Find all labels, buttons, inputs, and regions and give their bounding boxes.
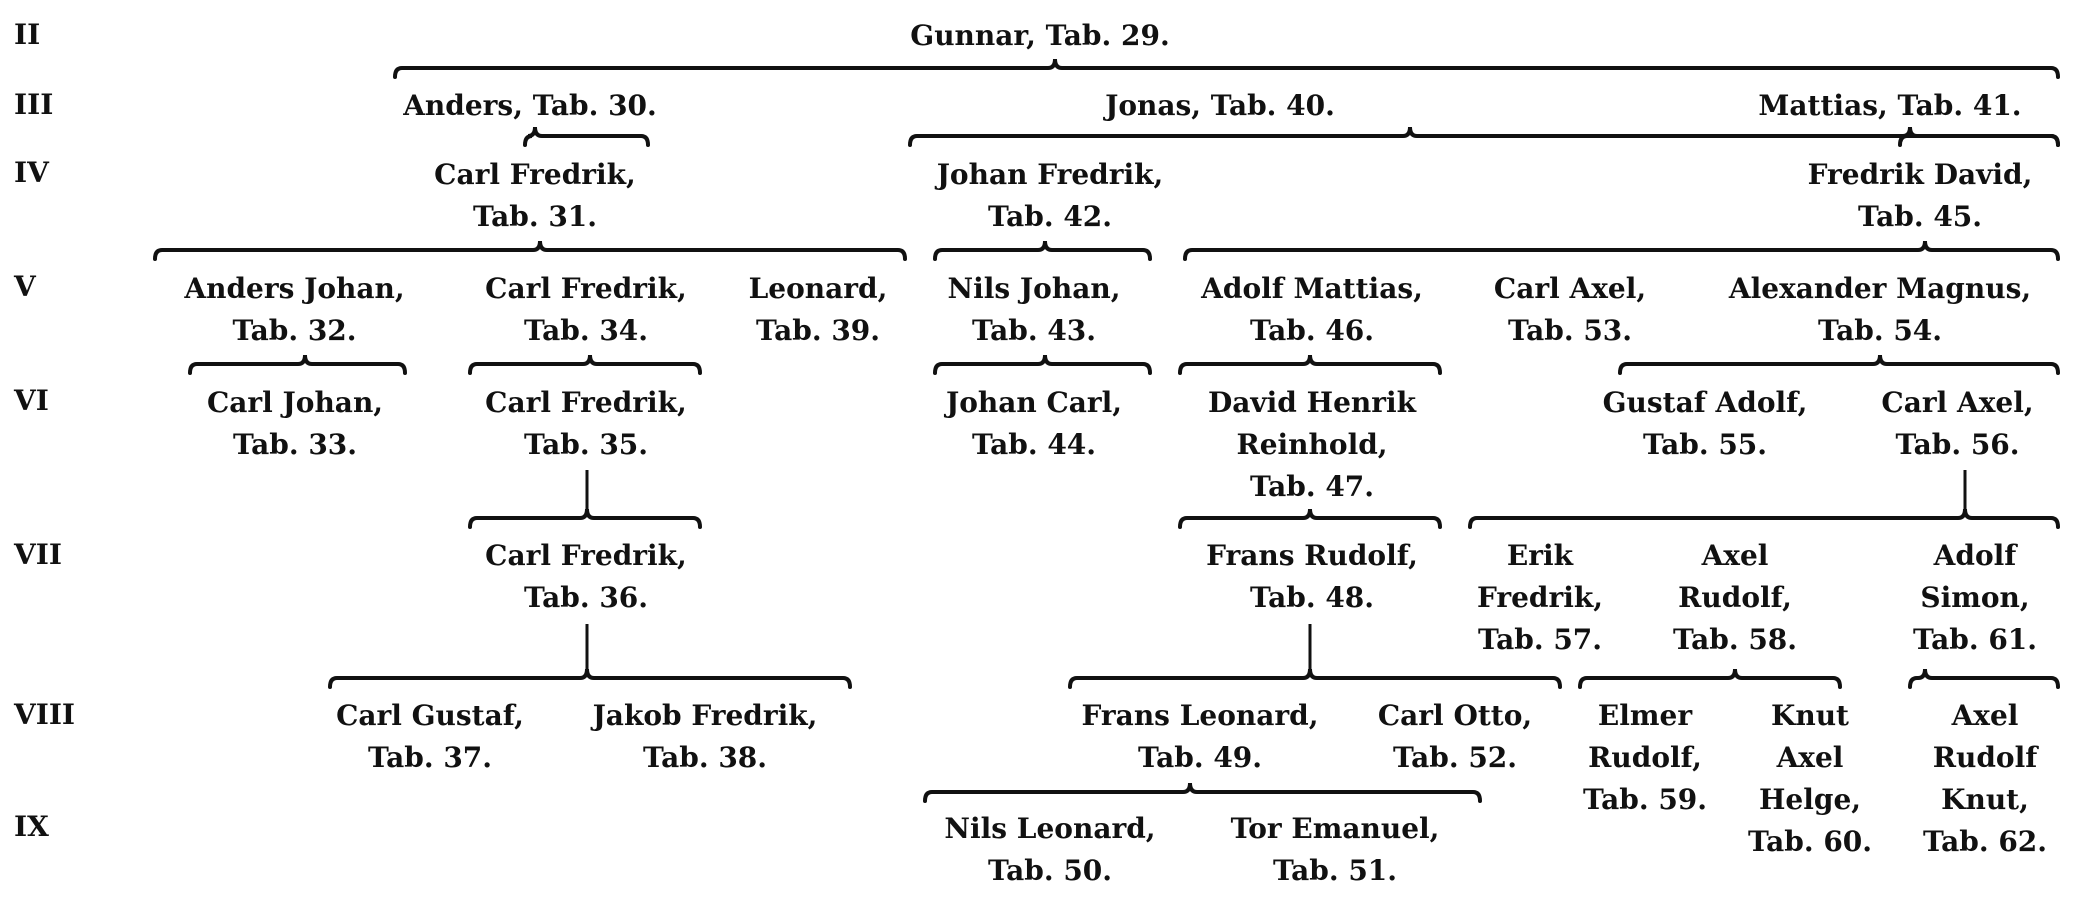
person-tab-57 — [1455, 535, 1625, 661]
person-line: Erik — [1506, 539, 1574, 572]
person-line: Tab. 43. — [971, 314, 1097, 347]
person-line: Tab. 45. — [1857, 200, 1983, 233]
brace-tab-41 — [1900, 127, 2058, 145]
person-line: Tab. 50. — [987, 854, 1113, 887]
person-tab-49 — [1050, 695, 1350, 779]
generation-label-ii: II — [14, 18, 41, 51]
person-tab-31 — [395, 154, 675, 238]
person-line: Tab. 61. — [1912, 623, 2038, 656]
generation-label-vi: VI — [14, 384, 49, 417]
brace-tab-36 — [330, 669, 850, 687]
person-line: Knut — [1771, 699, 1849, 732]
person-line: Tab. 31. — [472, 200, 598, 233]
person-tab-33 — [165, 382, 425, 466]
person-line: Johan Fredrik, — [936, 158, 1164, 191]
person-tab-35 — [456, 382, 716, 466]
brace-tab-61 — [1910, 669, 2058, 687]
person-tab-59 — [1565, 695, 1725, 821]
person-tab-53 — [1450, 268, 1690, 352]
person-line: Tab. 38. — [642, 741, 768, 774]
person-line: Carl Fredrik, — [485, 539, 687, 572]
generation-label-ix: IX — [14, 810, 49, 843]
person-line: Tab. 44. — [971, 428, 1097, 461]
person-line: Tab. 46. — [1249, 314, 1375, 347]
person-line: Tab. 36. — [523, 581, 649, 614]
person-line: Nils Johan, — [947, 272, 1121, 305]
person-line: Tab. 59. — [1582, 783, 1708, 816]
person-line: Fredrik David, — [1807, 158, 2033, 191]
person-line: Simon, — [1920, 581, 2030, 614]
person-line: Tab. 58. — [1672, 623, 1798, 656]
person-line: Carl Gustaf, — [336, 699, 524, 732]
person-line: Tab. 42. — [987, 200, 1113, 233]
person-tab-51 — [1195, 808, 1475, 892]
person-line: Carl Axel, — [1493, 272, 1647, 305]
person-tab-48 — [1162, 535, 1462, 619]
person-line: Tab. 47. — [1249, 470, 1375, 503]
person-line: Gustaf Adolf, — [1602, 386, 1808, 419]
person-tab-60 — [1730, 695, 1890, 863]
brace-tab-31 — [155, 241, 905, 259]
person-line: Tab. 37. — [367, 741, 493, 774]
brace-tab-47 — [1180, 509, 1440, 527]
brace-tab-30 — [525, 127, 648, 145]
person-line: Nils Leonard, — [944, 812, 1156, 845]
person-tab-36 — [456, 535, 716, 619]
person-line: Carl Fredrik, — [485, 272, 687, 305]
person-line: Carl Johan, — [206, 386, 384, 419]
person-tab-34 — [456, 268, 716, 352]
person-line: Axel — [1776, 741, 1844, 774]
person-tab-39 — [728, 268, 908, 352]
person-line: Tab. 53. — [1507, 314, 1633, 347]
person-line: Helge, — [1758, 783, 1862, 816]
person-line: Tab. 57. — [1477, 623, 1603, 656]
person-line: Tab. 51. — [1272, 854, 1398, 887]
brace-tab-43 — [935, 355, 1150, 373]
person-line: Tab. 39. — [755, 314, 881, 347]
person-line: Gunnar, Tab. 29. — [910, 19, 1170, 52]
person-tab-37 — [310, 695, 550, 779]
person-line: Axel — [1951, 699, 2019, 732]
generation-label-iv: IV — [14, 156, 49, 189]
brace-tab-40 — [910, 127, 2058, 145]
person-line: Tab. 49. — [1137, 741, 1263, 774]
person-line: Frans Rudolf, — [1206, 539, 1418, 572]
person-line: Tab. 48. — [1249, 581, 1375, 614]
brace-tab-32 — [190, 355, 405, 373]
brace-tab-34 — [470, 355, 700, 373]
person-tab-32 — [142, 268, 447, 352]
brace-tab-29 — [395, 59, 2058, 77]
person-line: Reinhold, — [1236, 428, 1388, 461]
person-line: Alexander Magnus, — [1728, 272, 2032, 305]
person-line: David Henrik — [1207, 386, 1417, 419]
generation-label-viii: VIII — [14, 698, 76, 731]
person-tab-47 — [1162, 382, 1462, 508]
person-tab-30 — [360, 85, 700, 127]
person-line: Tab. 32. — [232, 314, 357, 347]
person-tab-52 — [1345, 695, 1565, 779]
person-tab-50 — [910, 808, 1190, 892]
person-tab-46 — [1162, 268, 1462, 352]
person-line: Jonas, Tab. 40. — [1105, 89, 1335, 122]
person-tab-44 — [914, 382, 1154, 466]
person-line: Anders Johan, — [184, 272, 405, 305]
brace-tab-42 — [935, 241, 1150, 259]
person-tab-55 — [1560, 382, 1850, 466]
person-line: Rudolf, — [1678, 581, 1792, 614]
brace-tab-46 — [1180, 355, 1440, 373]
person-tab-56 — [1845, 382, 2070, 466]
person-line: Knut, — [1941, 783, 2029, 816]
brace-tab-56 — [1470, 509, 2058, 527]
person-line: Anders, Tab. 30. — [403, 89, 657, 122]
person-line: Tab. 55. — [1642, 428, 1768, 461]
brace-tab-45 — [1185, 241, 2058, 259]
person-line: Johan Carl, — [945, 386, 1123, 419]
person-line: Adolf Mattias, — [1201, 272, 1423, 305]
person-line: Tab. 33. — [232, 428, 358, 461]
person-line: Frans Leonard, — [1081, 699, 1319, 732]
person-line: Mattias, Tab. 41. — [1758, 89, 2022, 122]
person-line: Tab. 34. — [523, 314, 649, 347]
brace-tab-58 — [1580, 669, 1840, 687]
person-tab-40 — [1050, 85, 1390, 127]
person-tab-29 — [870, 15, 1210, 57]
person-tab-42 — [900, 154, 1200, 238]
person-line: Tab. 52. — [1392, 741, 1518, 774]
brace-tab-35 — [470, 509, 700, 527]
person-line: Axel — [1701, 539, 1769, 572]
person-tab-41 — [1715, 85, 2065, 127]
person-line: Carl Fredrik, — [485, 386, 687, 419]
person-line: Tab. 60. — [1747, 825, 1873, 858]
person-tab-62 — [1900, 695, 2070, 863]
person-line: Tab. 54. — [1817, 314, 1943, 347]
person-line: Carl Axel, — [1881, 386, 2034, 419]
person-tab-58 — [1650, 535, 1820, 661]
person-line: Tab. 56. — [1895, 428, 2020, 461]
person-line: Tab. 35. — [523, 428, 649, 461]
person-line: Carl Otto, — [1377, 699, 1533, 732]
person-tab-45 — [1770, 154, 2070, 238]
generation-label-iii: III — [14, 88, 54, 121]
brace-tab-54 — [1620, 355, 2058, 373]
person-line: Rudolf — [1932, 741, 2038, 774]
brace-tab-49 — [925, 783, 1480, 801]
person-line: Jakob Fredrik, — [592, 699, 818, 732]
person-line: Leonard, — [748, 272, 888, 305]
person-tab-54 — [1690, 268, 2070, 352]
person-line: Tor Emanuel, — [1230, 812, 1440, 845]
generation-label-vii: VII — [14, 538, 62, 571]
person-line: Elmer — [1597, 699, 1693, 732]
person-line: Fredrik, — [1476, 581, 1604, 614]
person-tab-61 — [1890, 535, 2060, 661]
brace-tab-48 — [1070, 669, 1560, 687]
generation-label-v: V — [14, 270, 36, 303]
person-line: Carl Fredrik, — [434, 158, 636, 191]
person-line: Tab. 62. — [1922, 825, 2048, 858]
person-tab-43 — [914, 268, 1154, 352]
person-line: Rudolf, — [1588, 741, 1702, 774]
person-tab-38 — [560, 695, 850, 779]
person-line: Adolf — [1933, 539, 2017, 572]
